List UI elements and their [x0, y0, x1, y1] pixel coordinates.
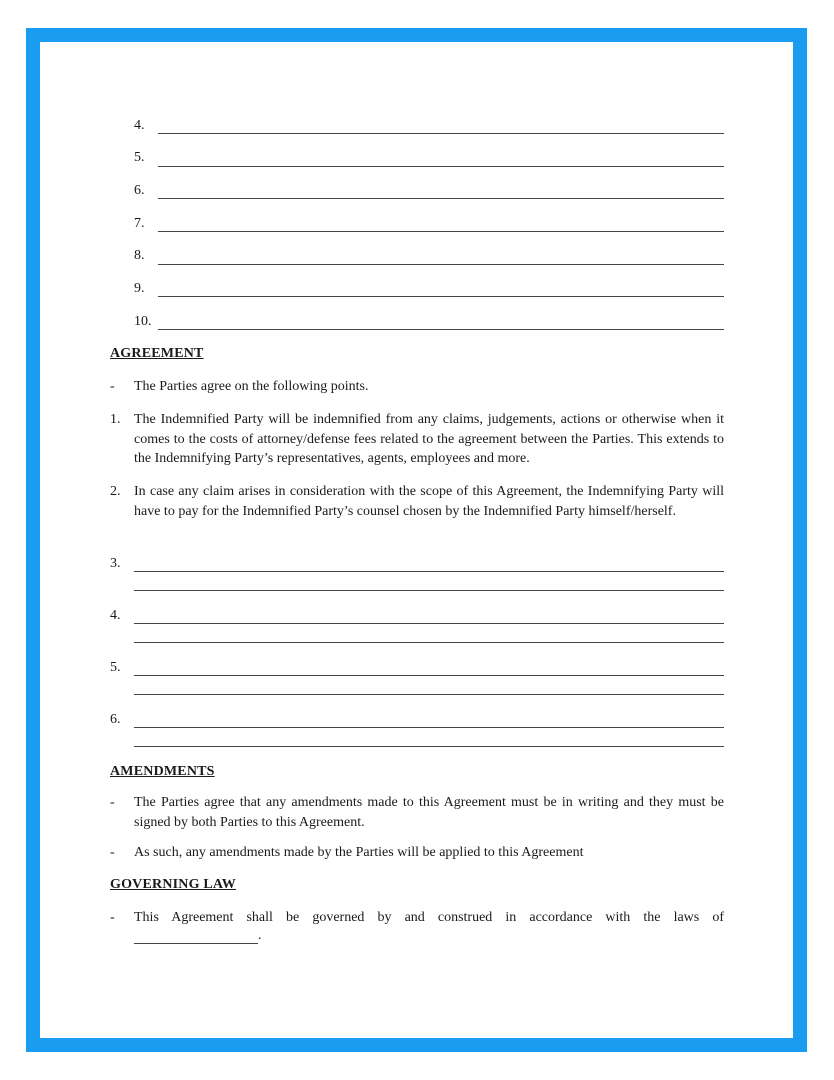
amendments-bullet-text: As such, any amendments made by the Parties will be applied to this Agreement: [134, 845, 584, 860]
bullet-dash: -: [110, 379, 115, 394]
bullet-dash: -: [110, 910, 115, 925]
blank-line: [158, 133, 724, 134]
blank-list-number: 6.: [134, 183, 145, 198]
blank-line: [158, 166, 724, 167]
blank-line: [134, 943, 258, 944]
agreement-item-number: 2.: [110, 484, 121, 499]
blank-line: [134, 623, 724, 624]
agreement-intro: The Parties agree on the following points.: [134, 379, 369, 394]
bullet-dash: -: [110, 795, 115, 810]
agreement-heading: AGREEMENT: [110, 346, 204, 361]
agreement-item-text: The Indemnified Party will be indemnified from any claims, judgements, actions or otherwise when it comes to the costs of attorney/defense fees related to the agreement between the Parties. This extends to the Indemnifying Party’s representatives, agents, employees and more.: [134, 412, 724, 466]
agreement-item-number: 1.: [110, 412, 121, 427]
blank-line: [134, 727, 724, 728]
blank-list-number: 10.: [134, 314, 152, 329]
governing-law-heading: GOVERNING LAW: [110, 877, 236, 892]
blank-list-number: 7.: [134, 216, 145, 231]
blank-line: [158, 264, 724, 265]
agreement-blank-number: 4.: [110, 608, 121, 623]
blank-line: [158, 231, 724, 232]
blank-line: [134, 571, 724, 572]
agreement-blank-number: 3.: [110, 556, 121, 571]
blank-line: [158, 198, 724, 199]
blank-list-number: 8.: [134, 248, 145, 263]
blank-line: [134, 590, 724, 591]
blank-line: [134, 746, 724, 747]
agreement-blank-number: 6.: [110, 712, 121, 727]
blank-list-number: 5.: [134, 150, 145, 165]
blank-line-period: .: [258, 928, 262, 943]
blank-line: [134, 675, 724, 676]
governing-law-text: This Agreement shall be governed by and construed in accordance with the laws of: [134, 910, 724, 925]
blank-line: [158, 296, 724, 297]
document-frame: [26, 28, 807, 1052]
blank-line: [158, 329, 724, 330]
blank-line: [134, 642, 724, 643]
agreement-item-text: In case any claim arises in consideration with the scope of this Agreement, the Indemnifying Party will have to pay for the Indemnified Party’s counsel chosen by the Indemnified Party himself/herself.: [134, 484, 724, 519]
bullet-dash: -: [110, 845, 115, 860]
blank-line: [134, 694, 724, 695]
blank-list-number: 9.: [134, 281, 145, 296]
amendments-bullet-text: The Parties agree that any amendments made to this Agreement must be in writing and they must be signed by both Parties to this Agreement.: [134, 795, 724, 830]
agreement-blank-number: 5.: [110, 660, 121, 675]
blank-list-number: 4.: [134, 118, 145, 133]
amendments-heading: AMENDMENTS: [110, 764, 215, 779]
